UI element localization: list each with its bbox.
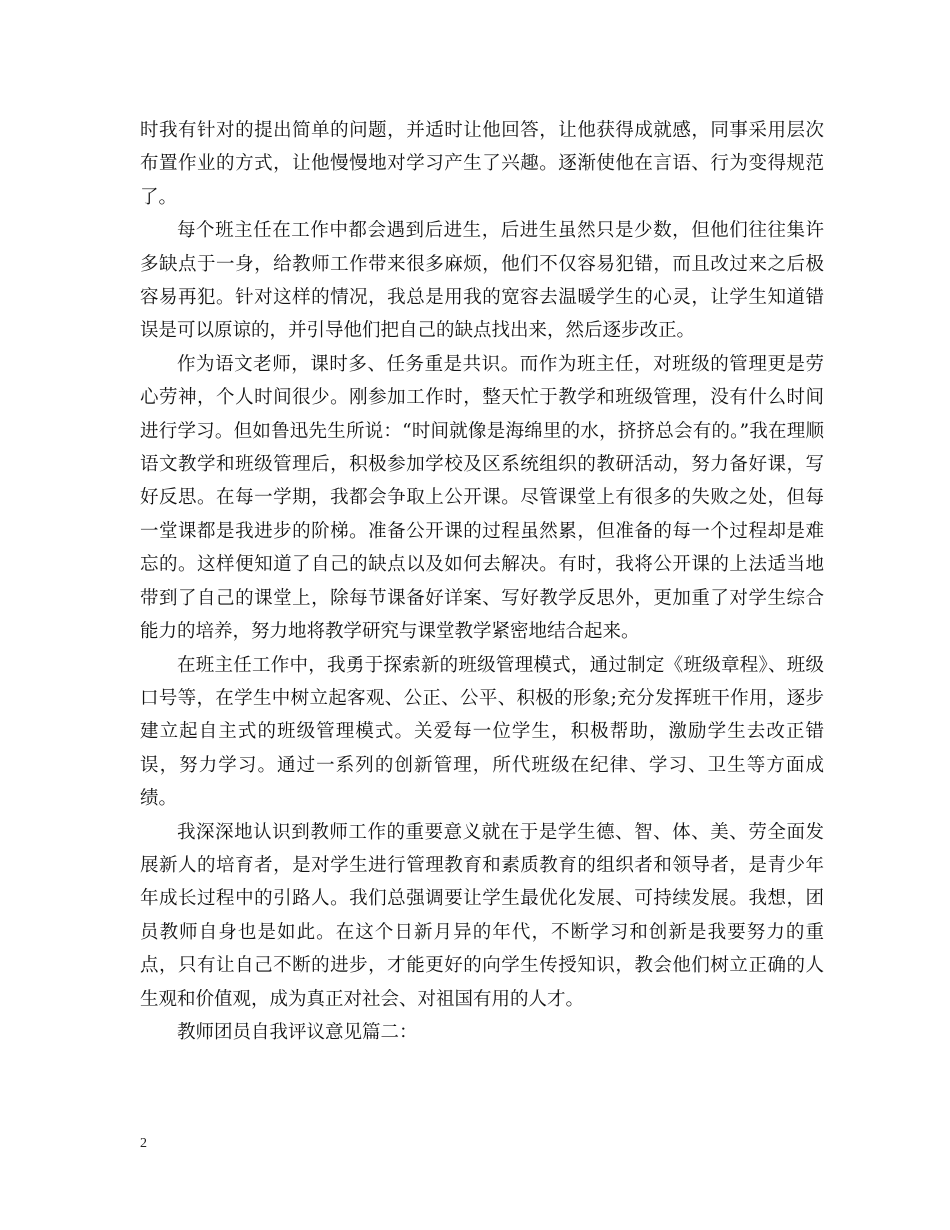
paragraph-class-management: 在班主任工作中，我勇于探索新的班级管理模式，通过制定《班级章程》、班级口号等，在学生中树立起客观、公正、公平、积极的形象;充分发挥班干作用，逐步建立起自主式的班级管理模式。关爱每一位学生，积极帮助，激励学生去改正错误，努力学习。通过一系列的创新管理，所代班级在纪律、学习、卫生等方面成绩。	[140, 654, 824, 810]
paragraph-backward-students: 每个班主任在工作中都会遇到后进生，后进生虽然只是少数，但他们往往集许多缺点于一身，给教师工作带来很多麻烦，他们不仅容易犯错，而且改过来之后极容易再犯。针对这样的情况，我总是用我的宽容去温暖学生的心灵，让学生知道错误是可以原谅的，并引导他们把自己的缺点找出来，然后逐步改正。	[140, 220, 824, 342]
page-number: 2	[140, 1136, 147, 1151]
document-body	[140, 114, 824, 1049]
paragraph-continuation: 时我有针对的提出简单的问题，并适时让他回答，让他获得成就感，同事采用层次布置作业的方式，让他慢慢地对学习产生了兴趣。逐渐使他在言语、行为变得规范了。	[140, 120, 824, 208]
section-heading: 教师团员自我评议意见篇二：	[177, 1021, 418, 1043]
paragraph-chinese-teacher: 作为语文老师，课时多、任务重是共识。而作为班主任，对班级的管理更是劳心劳神，个人时间很少。刚参加工作时，整天忙于教学和班级管理，没有什么时间进行学习。但如鲁迅先生所说：“时间就像是海绵里的水，挤挤总会有的。”我在理顺语文教学和班级管理后，积极参加学校及区系统组织的教研活动，努力备好课，写好反思。在每一学期，我都会争取上公开课。尽管课堂上有很多的失败之处，但每一堂课都是我进步的阶梯。准备公开课的过程虽然累，但准备的每一个过程却是难忘的。这样便知道了自己的缺点以及如何去解决。有时，我将公开课的上法适当地带到了自己的课堂上，除每节课备好详案、写好教学反思外，更加重了对学生综合能力的培养，努力地将教学研究与课堂教学紧密地结合起来。	[140, 353, 824, 643]
paragraph-significance: 我深深地认识到教师工作的重要意义就在于是学生德、智、体、美、劳全面发展新人的培育者，是对学生进行管理教育和素质教育的组织者和领导者，是青少年年成长过程中的引路人。我们总强调要让学生最优化发展、可持续发展。我想，团员教师自身也是如此。在这个日新月异的年代，不断学习和创新是我要努力的重点，只有让自己不断的进步，才能更好的向学生传授知识，教会他们树立正确的人生观和价值观，成为真正对社会、对祖国有用的人才。	[140, 821, 824, 1010]
